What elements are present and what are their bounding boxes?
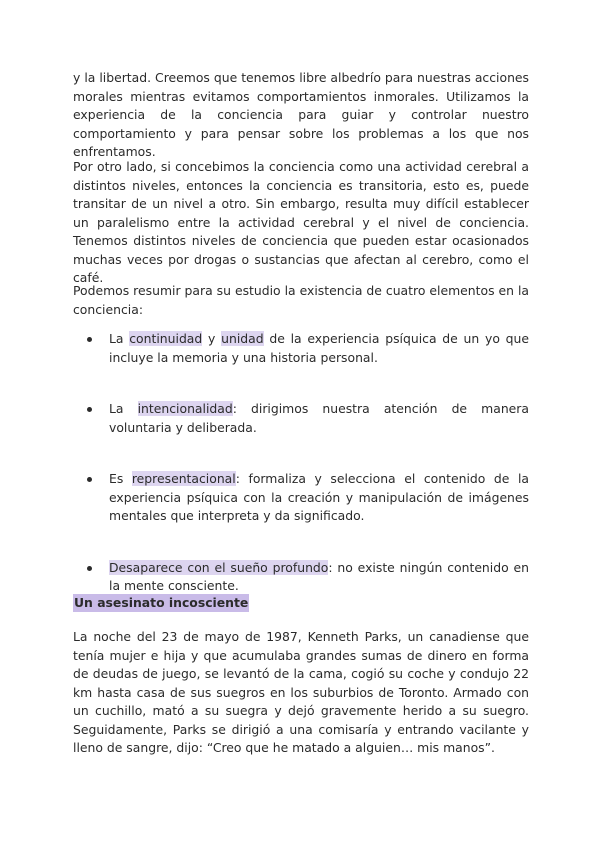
bullet-icon — [87, 337, 92, 342]
paragraph-parks-case: La noche del 23 de mayo de 1987, Kenneth Parks, un canadiense que tenía mujer e hija y que acumulaba grandes sumas de dinero en forma de deudas de juego, se levantó de la cama, cogió su coche y condujo 22 km hasta casa de sus suegros en los suburbios de Toronto. Armado con un cuchillo, mató a su suegra y dejó gravemente herido a su suegro. Seguidamente, Parks se dirigió a una comisaría y entrando vacilante y lleno de sangre, dijo: “Creo que he matado a alguien… mis manos”. — [73, 629, 529, 755]
paragraph-free-will: y la libertad. Creemos que tenemos libre albedrío para nuestras acciones morales mientras evitamos comportamientos inmorales. Utilizamos la experiencia de la conciencia para guiar y controlar nuestro comportamiento y para pensar sobre los problemas a los que nos enfrentamos. — [73, 70, 529, 159]
bullet-icon — [87, 407, 92, 412]
list-item: Es representacional: formaliza y selecciona el contenido de la experiencia psíquica con la creación y manipulación de imágenes mentales que interpreta y da significado. — [73, 470, 529, 526]
highlighted-term: continuidad — [129, 331, 203, 346]
bullet-icon — [87, 477, 92, 482]
highlighted-term: unidad — [221, 331, 264, 346]
consciousness-elements-list — [73, 330, 529, 629]
bullet-icon — [87, 566, 92, 571]
list-item: La continuidad y unidad de la experiencia psíquica de un yo que incluye la memoria y una historia personal. — [73, 330, 529, 367]
paragraph-four-elements-intro: Podemos resumir para su estudio la existencia de cuatro elementos en la conciencia: — [73, 283, 529, 317]
list-item: La intencionalidad: dirigimos nuestra atención de manera voluntaria y deliberada. — [73, 400, 529, 437]
highlighted-term: intencionalidad — [137, 401, 233, 416]
paragraph-brain-activity: Por otro lado, si concebimos la conciencia como una actividad cerebral a distintos niveles, entonces la conciencia es transitoria, esto es, puede transitar de un nivel a otro. Sin embargo, resulta muy difícil establecer un paralelismo entre la actividad cerebral y el nivel de conciencia. Tenemos distintos niveles de conciencia que pueden estar ocasionados muchas veces por drogas o sustancias que afectan al cerebro, como el café. — [73, 159, 529, 285]
highlighted-term: representacional — [131, 471, 236, 486]
list-item: Desaparece con el sueño profundo: no existe ningún contenido en la mente consciente. — [73, 559, 529, 596]
section-heading: Un asesinato incosciente — [74, 595, 249, 610]
highlighted-term: Desaparece con el sueño profundo — [109, 559, 329, 575]
